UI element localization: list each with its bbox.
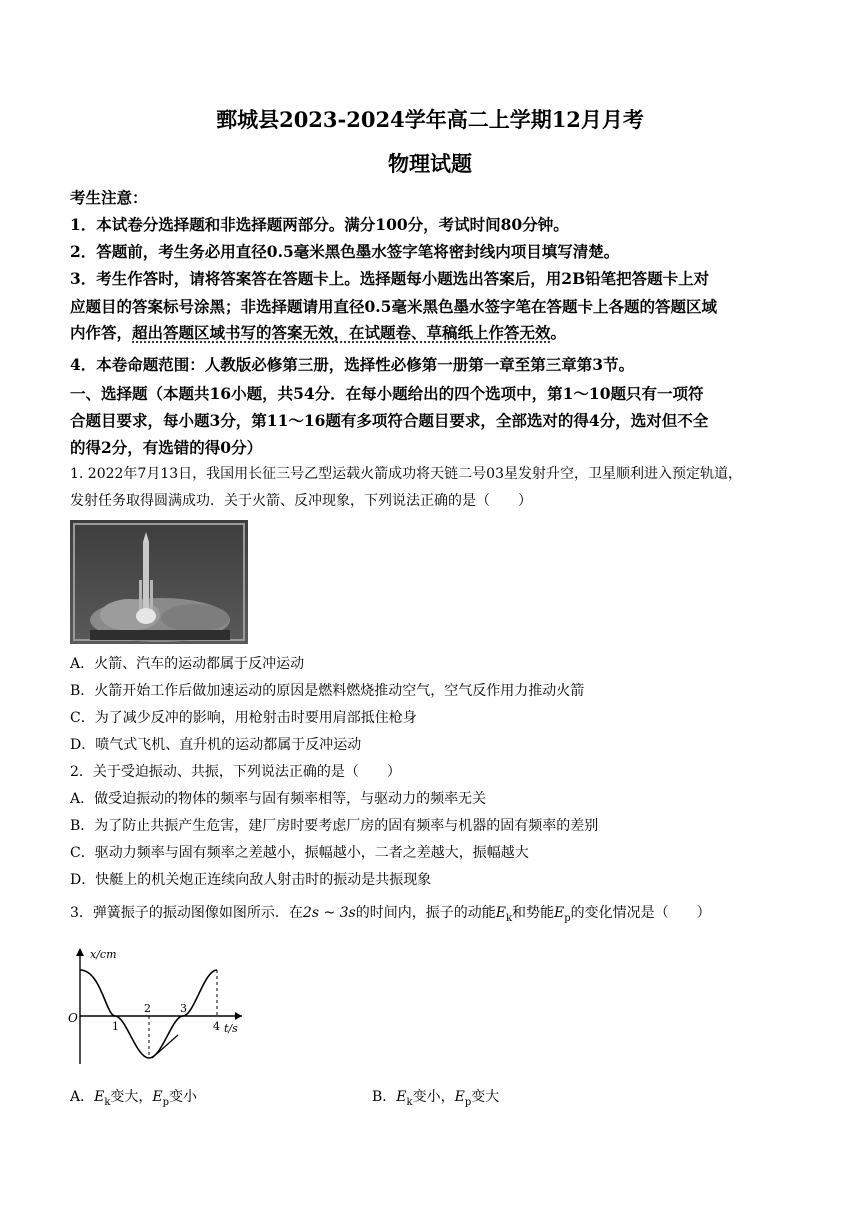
- q1-option-b: B．火箭开始工作后做加速运动的原因是燃料燃烧推动空气，空气反作用力推动火箭: [70, 683, 585, 699]
- q2-option-b: B．为了防止共振产生危害，建厂房时要考虑厂房的固有频率与机器的固有频率的差别: [70, 818, 599, 834]
- q2-option-a: A．做受迫振动的物体的频率与固有频率相等，与驱动力的频率无关: [70, 791, 487, 807]
- notice-item-3-end: 内作答，超出答题区域书写的答案无效，在试题卷、草稿纸上作答无效。: [70, 323, 567, 342]
- notice-item-2: 2．答题前，考生务必用直径0.5毫米黑色墨水签字笔将密封线内项目填写清楚。: [70, 242, 620, 261]
- notice-heading: 考生注意：: [70, 188, 148, 207]
- graph-ylabel: x/cm: [90, 948, 117, 961]
- notice-item-4: 4．本卷命题范围：人教版必修第三册，选择性必修第一册第一章至第三章第3节。: [70, 355, 635, 374]
- q3-option-b: B．$E_k$变小，$E_p$变大: [372, 1089, 500, 1108]
- notice-item-3: 3．考生作答时，请将答案答在答题卡上。选择题每小题选出答案后，用2B铅笔把答题卡上对: [70, 269, 710, 288]
- graph-tick-3: 3: [180, 1002, 187, 1015]
- notice-item-1: 1．本试卷分选择题和非选择题两部分。满分100分，考试时间80分钟。: [70, 215, 569, 234]
- q3-option-a: A．$E_k$变大，$E_p$变小: [70, 1089, 198, 1108]
- q3-stem: 3．弹簧振子的振动图像如图所示．在2s ~ 3s的时间内，振子的动能$E_k$和势能$E_p$的变化情况是（ ）: [70, 905, 711, 924]
- q1-option-c: C．为了减少反冲的影响，用枪射击时要用肩部抵住枪身: [70, 710, 417, 726]
- section-heading-2: 合题目要求，每小题3分，第11～16题有多项符合题目要求，全部选对的得4分，选对但不全: [70, 411, 709, 430]
- graph-tick-4: 4: [213, 1020, 220, 1033]
- q2-stem: 2．关于受迫振动、共振，下列说法正确的是（ ）: [70, 764, 401, 780]
- q1-option-a: A．火箭、汽车的运动都属于反冲运动: [70, 656, 305, 672]
- section-heading-1: 一、选择题（本题共16小题，共54分．在每小题给出的四个选项中，第1～10题只有一项符: [70, 384, 704, 403]
- graph-tick-1: 1: [112, 1020, 119, 1033]
- graph-origin: O: [68, 1011, 78, 1025]
- notice-item-3-cont: 应题目的答案标号涂黑；非选择题请用直径0.5毫米黑色墨水签字笔在答题卡上各题的答题区域: [70, 297, 717, 316]
- graph-xlabel: t/s: [224, 1022, 238, 1035]
- oscillation-graph: [66, 940, 246, 1070]
- q1-option-d: D．喷气式飞机、直升机的运动都属于反冲运动: [70, 737, 362, 753]
- section-heading-3: 的得2分，有选错的得0分）: [70, 438, 263, 457]
- q2-option-d: D．快艇上的机关炮正连续向敌人射击时的振动是共振现象: [70, 872, 432, 888]
- exam-title: 鄄城县2023-2024学年高二上学期12月月考: [216, 107, 644, 132]
- graph-tick-2: 2: [144, 1002, 151, 1015]
- q2-option-c: C．驱动力频率与固有频率之差越小，振幅越小，二者之差越大，振幅越大: [70, 845, 529, 861]
- q1-stem-1: 1. 2022年7月13日，我国用长征三号乙型运载火箭成功将天链二号03星发射升空，卫星顺利进入预定轨道，: [70, 466, 742, 482]
- exam-subtitle: 物理试题: [388, 151, 472, 176]
- q1-stem-2: 发射任务取得圆满成功．关于火箭、反冲现象，下列说法正确的是（ ）: [70, 493, 532, 509]
- rocket-launch-photo: [70, 520, 248, 644]
